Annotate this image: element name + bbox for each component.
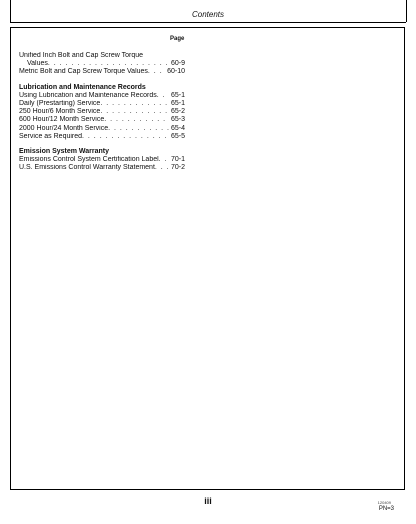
toc-entry[interactable]	[19, 116, 185, 124]
toc-section-lubrication	[19, 84, 185, 141]
leader-dots	[100, 100, 169, 108]
leader-dots	[82, 133, 169, 141]
leader-dots	[48, 60, 169, 68]
leader-dots	[148, 68, 165, 76]
leader-dots	[108, 125, 169, 133]
running-head: Contents	[191, 10, 225, 19]
leader-dots	[155, 164, 169, 172]
table-of-contents	[19, 52, 185, 180]
toc-entry-page: 65-2	[170, 108, 185, 116]
toc-entry-label: Unified Inch Bolt and Cap Screw Torque	[19, 52, 143, 59]
page-column-label: Page	[170, 36, 185, 42]
toc-entry-label: 2000 Hour/24 Month Service	[19, 124, 109, 132]
toc-entry-page: 65-5	[170, 132, 185, 140]
toc-entry-label: Using Lubrication and Maintenance Records	[19, 91, 157, 99]
toc-entry-page: 65-3	[170, 116, 185, 124]
leader-dots	[104, 116, 169, 124]
toc-entry-label: Values	[27, 60, 48, 68]
toc-entry[interactable]	[19, 164, 185, 172]
leader-dots	[159, 156, 169, 164]
toc-entry-page: 70-2	[170, 164, 185, 172]
toc-entry[interactable]	[19, 133, 185, 141]
toc-entry-page: 60-10	[167, 68, 185, 76]
toc-entry[interactable]	[19, 125, 185, 133]
toc-entry-label: 600 Hour/12 Month Service	[19, 116, 105, 124]
section-title: Emission System Warranty	[19, 148, 109, 156]
toc-entry-label: U.S. Emissions Control Warranty Statement	[19, 164, 155, 172]
toc-entry-page: 70-1	[170, 156, 185, 164]
toc-entry-page: 65-4	[170, 124, 185, 132]
toc-entry[interactable]	[19, 108, 185, 116]
document-code: 120409	[377, 500, 391, 505]
toc-entry-page: 65-1	[170, 100, 185, 108]
toc-entry[interactable]	[19, 156, 185, 164]
toc-entry-label: Emissions Control System Certification Label	[19, 156, 159, 164]
toc-section-emissions	[19, 148, 185, 173]
toc-entry[interactable]	[19, 52, 185, 60]
section-title: Lubrication and Maintenance Records	[19, 83, 146, 91]
header-rule	[10, 22, 406, 23]
page-folio: iii	[204, 496, 212, 506]
toc-entry-label: Daily (Prestarting) Service	[19, 100, 101, 108]
toc-entry[interactable]	[19, 100, 185, 108]
toc-entry[interactable]	[19, 60, 185, 68]
toc-entry[interactable]	[19, 92, 185, 100]
leader-dots	[157, 92, 169, 100]
toc-entry-label: Metric Bolt and Cap Screw Torque Values	[19, 68, 148, 76]
toc-entry-label: 250 Hour/6 Month Service	[19, 108, 101, 116]
page-number-code: PN=3	[378, 506, 394, 512]
toc-entry[interactable]	[19, 68, 185, 76]
leader-dots	[100, 108, 169, 116]
toc-entry-label: Service as Required	[19, 132, 83, 140]
toc-entry-page: 65-1	[170, 91, 185, 99]
toc-section-torque	[19, 52, 185, 77]
toc-entry-page: 60-9	[170, 60, 185, 68]
